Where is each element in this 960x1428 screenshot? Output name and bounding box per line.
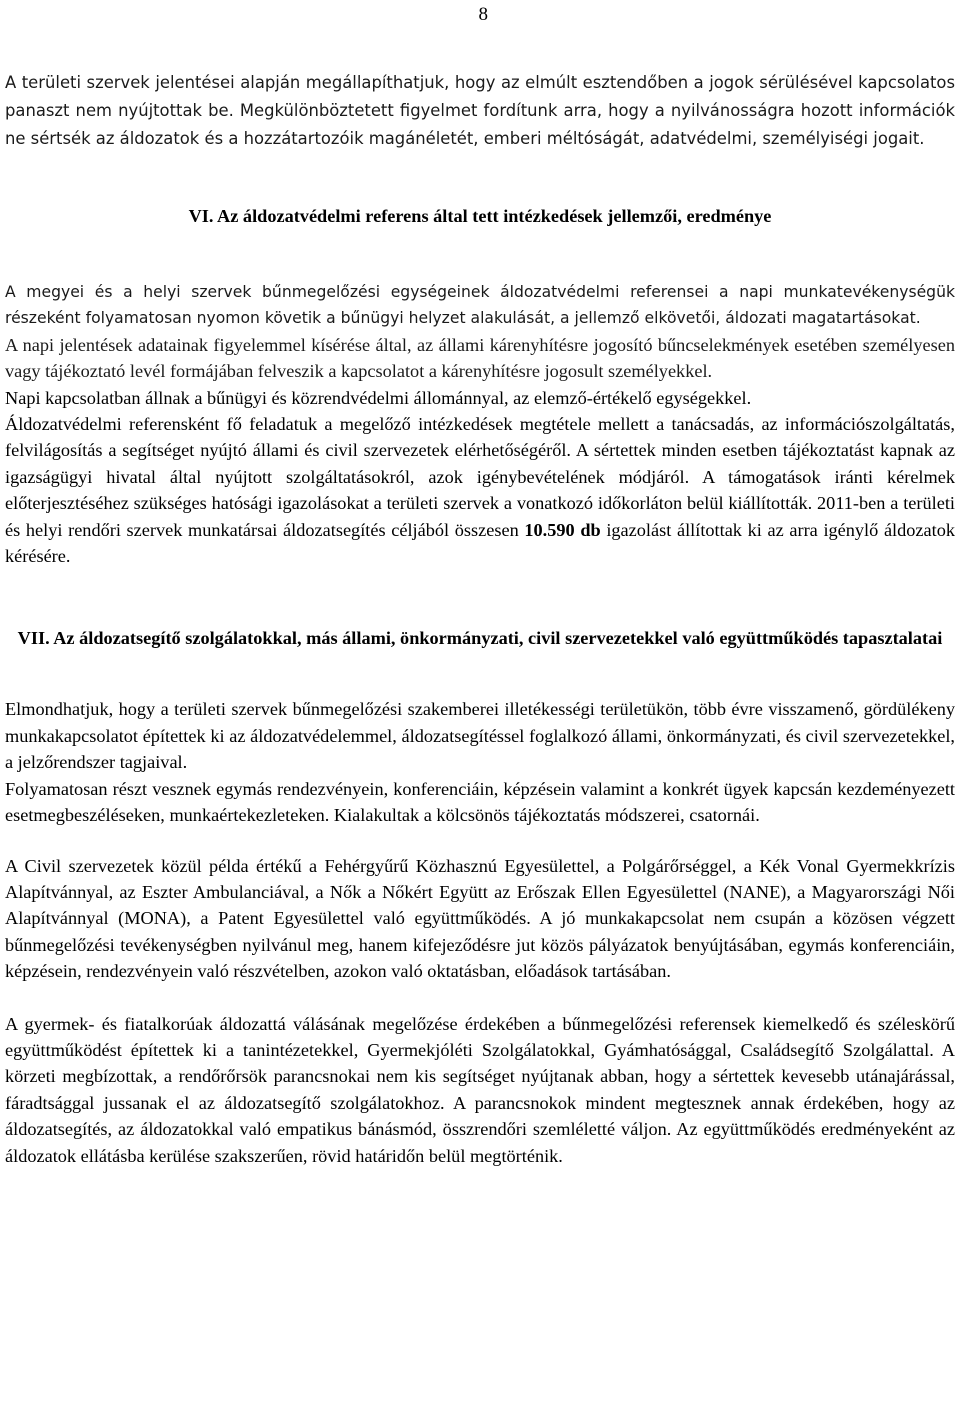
- certificate-count: 10.590 db: [524, 519, 601, 540]
- section-vi-paragraph-2-text: A napi jelentések adatainak figyelemmel kísérése által, az állami kárenyhítésre jogosító bűncselekmények esetében személyesen vagy tájékoztató levél formájában felveszik a kapcsolatot a kárenyhítésre jogosult személyekkel.: [5, 334, 955, 382]
- section-vii-paragraph-2: Folyamatosan részt vesznek egymás rendezvényein, konferenciáin, képzésein valamint a konkrét ügyek kapcsán kezdeményezett esetmegbeszéléseken, munkaértekezleteken. Kialakultak a kölcsönös tájékoztatás módszerei, csatornái.: [5, 778, 955, 826]
- paragraph-spacer: [5, 985, 955, 1011]
- intro-paragraph: A területi szervek jelentései alapján megállapíthatjuk, hogy az elmúlt esztendőben a jogok sérülésével kapcsolatos panaszt nem nyújtottak be. Megkülönböztetett figyelmet fordítunk arra, hogy a nyilvánosságra hozott információk ne sértsék az áldozatok és a hozzátartozóik magánéletét, emberi méltóságát, adatvédelmi, személyiségi jogait.: [5, 73, 955, 148]
- section-vi-paragraph-3: Napi kapcsolatban állnak a bűnügyi és közrendvédelmi állománnyal, az elemző-értékelő egységekkel.: [5, 387, 752, 408]
- section-vi-paragraph-1: A megyei és a helyi szervek bűnmegelőzési egységeinek áldozatvédelmi referensei a napi munkatevékenységük részeként folyamatosan nyomon követik a bűnügyi helyzet alakulását, a jellemző elkövetői, áldozati magatartásokat.: [5, 283, 955, 328]
- section-vi-paragraph-4: [5, 411, 955, 569]
- section-vi-number: VI.: [188, 206, 214, 226]
- section-vii-heading: [5, 625, 955, 652]
- document-body: [5, 69, 955, 1169]
- section-vii-paragraph-3: A Civil szervezetek közül példa értékű a Fehérgyűrű Közhasznú Egyesülettel, a Polgárőrséggel, a Kék Vonal Gyermekkrízis Alapítvánnyal, az Eszter Ambulanciával, a Nők a Nőkért Együtt az Erőszak Ellen Egyesülettel (NANE), a Magyarországi Női Alapítvánnyal (MONA), a Patent Egyesülettel való együttműködés. A jó munkakapcsolat nem csupán a közösen végzett bűnmegelőzési tevékenységben nyilvánul meg, hanem kifejeződésre jut közös pályázatok benyújtásában, egymás konferenciáin, képzésein, rendezvényein való részvételben, azokon való oktatásban, előadások tartásában.: [5, 855, 955, 982]
- section-vi-title: Az áldozatvédelmi referens által tett intézkedések jellemzői, eredménye: [217, 206, 772, 226]
- paragraph-spacer: [5, 829, 955, 853]
- section-vii-paragraph-1: Elmondhatjuk, hogy a területi szervek bűnmegelőzési szakemberei illetékességi területükön, több évre visszamenő, gördülékeny munkakapcsolatot építettek ki az áldozatvédelemmel, áldozatsegítéssel foglalkozó állami, önkormányzati, és civil szervezetekkel, a jelzőrendszer tagjaival.: [5, 699, 955, 773]
- section-vii-paragraph-4: A gyermek- és fiatalkorúak áldozattá válásának megelőzése érdekében a bűnmegelőzési referensek kiemelkedő és széleskörű együttműködést építettek ki a tanintézetekkel, Gyermekjóléti Szolgálatokkal, Gyámhatósággal, Családsegítő Szolgálattal. A körzeti megbízottak, a rendőrőrsök parancsnokai nem kis segítséget nyújtanak abban, hogy a sértettek kevesebb utánajárással, fáradtsággal jussanak el az áldozatsegítő szolgálatokhoz. A parancsnokok mindent megtesznek annak érdekében, hogy az áldozatsegítés, az áldozatokkal való empatikus bánásmód, összrendőri szemléletté váljon. Az együttműködés eredményeként az áldozatok ellátásba kerülése szakszerűen, rövid határidőn belül megtörténik.: [5, 1013, 955, 1166]
- section-vi-paragraph-4-start: Áldozatvédelmi referensként fő feladatuk a megelőző intézkedések megtétele mellett a tanácsadás, az információszolgáltatás, felvilágosítás a segítséget nyújtó állami és civil szervezetek elérhetőségéről. A sértettek minden esetben tájékoztatást kapnak az igazságügyi hivatal által nyújtott szolgáltatásokról, azok igénybevételének módjáról. A támogatások iránti kérelmek előterjesztéséhez szükséges hatósági igazolásokat a területi szervek a vonatkozó időkorláton belül kiállították. 2011-ben a területi és helyi rendőri szervek munkatársai áldozatsegítés céljából összesen: [5, 414, 955, 540]
- section-vii-title: Az áldozatsegítő szolgálatokkal, más állami, önkormányzati, civil szervezetekkel való együttműködés tapasztalatai: [53, 628, 943, 649]
- section-vi-heading: [5, 203, 955, 229]
- section-vi-paragraph-4-end: igazolást állítottak ki az arra igénylő áldozatok kérésére.: [5, 519, 956, 567]
- page-number: 8: [478, 4, 488, 25]
- section-vi-paragraph-2: [5, 332, 955, 385]
- section-vii-number: VII.: [17, 628, 50, 649]
